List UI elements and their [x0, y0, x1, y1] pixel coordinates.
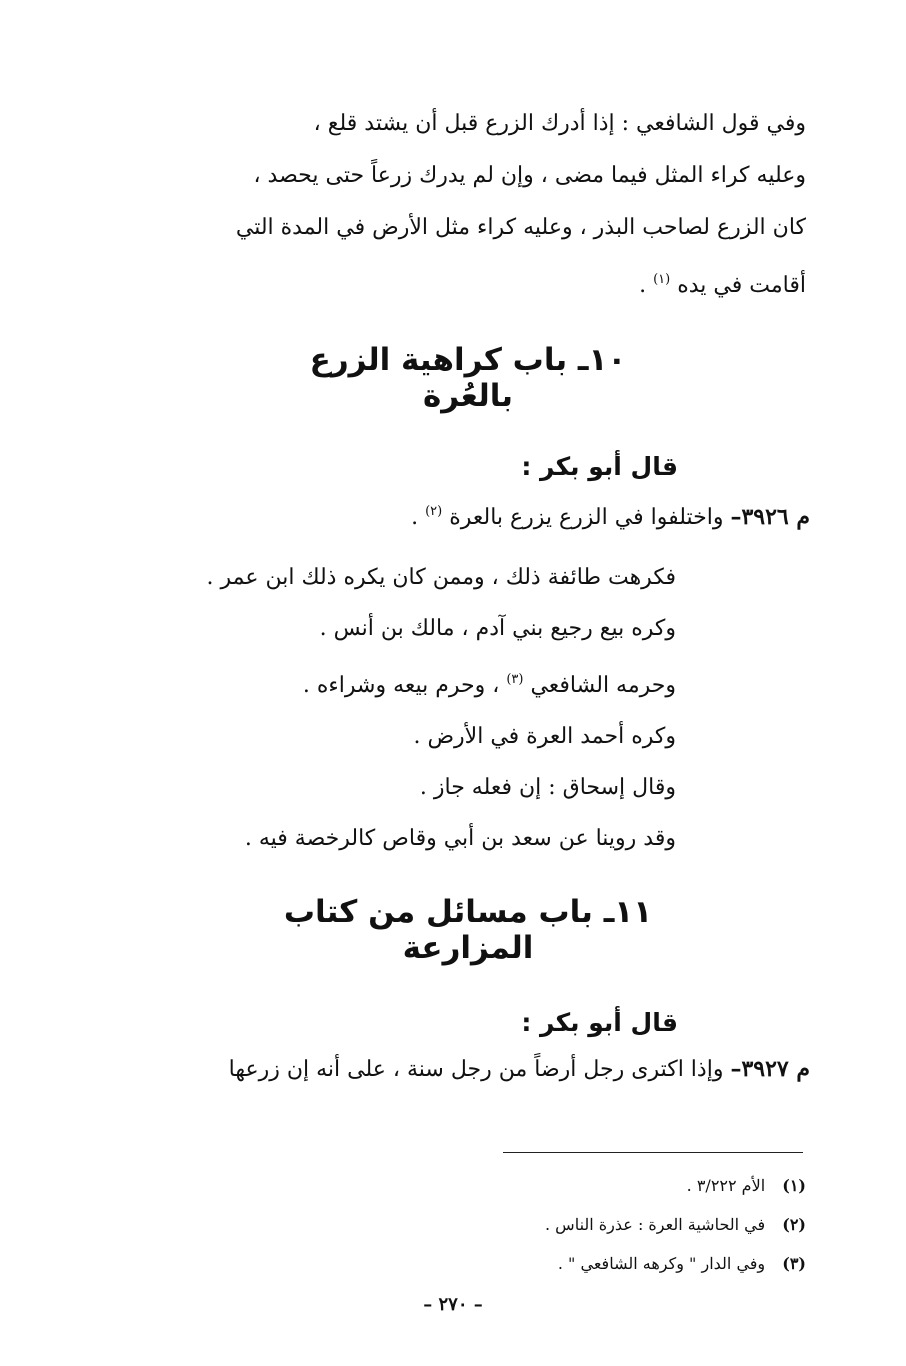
footnote-ref: (١): [653, 272, 671, 287]
sayer-label: قال أبو بكر :: [521, 1008, 678, 1037]
entry-text: واختلفوا في الزرع يزرع بالعرة: [449, 505, 724, 530]
footnote-text: الأم ٣/٢٢٢ .: [686, 1176, 766, 1195]
opinion-text: وحرمه الشافعي: [530, 673, 676, 698]
page-number: – ٢٧٠ –: [423, 1294, 483, 1315]
footnote-ref: (٢): [425, 504, 443, 519]
intro-line-text: أقامت في يده: [677, 273, 806, 298]
footnote-number: (٢): [782, 1215, 806, 1234]
intro-line-end: .: [639, 273, 647, 298]
section-heading: ١١ـ باب مسائل من كتاب المزارعة: [283, 894, 653, 966]
footnote-text: في الحاشية العرة : عذرة الناس .: [544, 1215, 766, 1234]
opinion-line: وقال إسحاق : إن فعله جاز .: [419, 775, 676, 800]
footnotes: [545, 1166, 806, 1283]
intro-line: كان الزرع لصاحب البذر ، وعليه كراء مثل الأرض في المدة التي: [235, 215, 806, 240]
intro-line: وفي قول الشافعي : إذا أدرك الزرع قبل أن يشتد قلع ،: [313, 111, 806, 136]
opinion-line: وكره أحمد العرة في الأرض .: [413, 724, 676, 749]
footnote-divider: [503, 1152, 803, 1153]
footnote-number: (٣): [782, 1254, 806, 1273]
opinion-list: [207, 552, 677, 864]
intro-paragraph: [186, 98, 806, 312]
numbered-entry: [411, 504, 810, 530]
footnote: [545, 1166, 806, 1205]
intro-line: [186, 254, 806, 312]
numbered-entry: [90, 1056, 810, 1082]
entry-end: .: [411, 505, 419, 530]
opinion-line: فكرهت طائفة ذلك ، وممن كان يكره ذلك ابن عمر .: [206, 565, 676, 590]
sayer-label: قال أبو بكر :: [521, 452, 678, 481]
footnote-number: (١): [782, 1176, 806, 1195]
entry-number: م ٣٩٢٧–: [730, 1056, 810, 1082]
entry-text: وإذا اكترى رجل أرضاً من رجل سنة ، على أنه إن زرعها: [228, 1057, 724, 1082]
section-heading: ١٠ـ باب كراهية الزرع بالعُرة: [309, 342, 627, 414]
footnote: [545, 1205, 806, 1244]
opinion-line: وقد روينا عن سعد بن أبي وقاص كالرخصة فيه .: [244, 826, 676, 851]
intro-line: وعليه كراء المثل فيما مضى ، وإن لم يدرك زرعاً حتى يحصد ،: [253, 163, 806, 188]
footnote: [545, 1244, 806, 1283]
opinion-line: [207, 654, 677, 711]
entry-number: م ٣٩٢٦–: [730, 504, 810, 530]
footnote-ref: (٣): [506, 672, 524, 687]
opinion-text: ، وحرم بيعه وشراءه .: [302, 673, 500, 698]
footnote-text: وفي الدار " وكرهه الشافعي " .: [557, 1254, 766, 1273]
opinion-line: وكره بيع رجيع بني آدم ، مالك بن أنس .: [319, 616, 676, 641]
